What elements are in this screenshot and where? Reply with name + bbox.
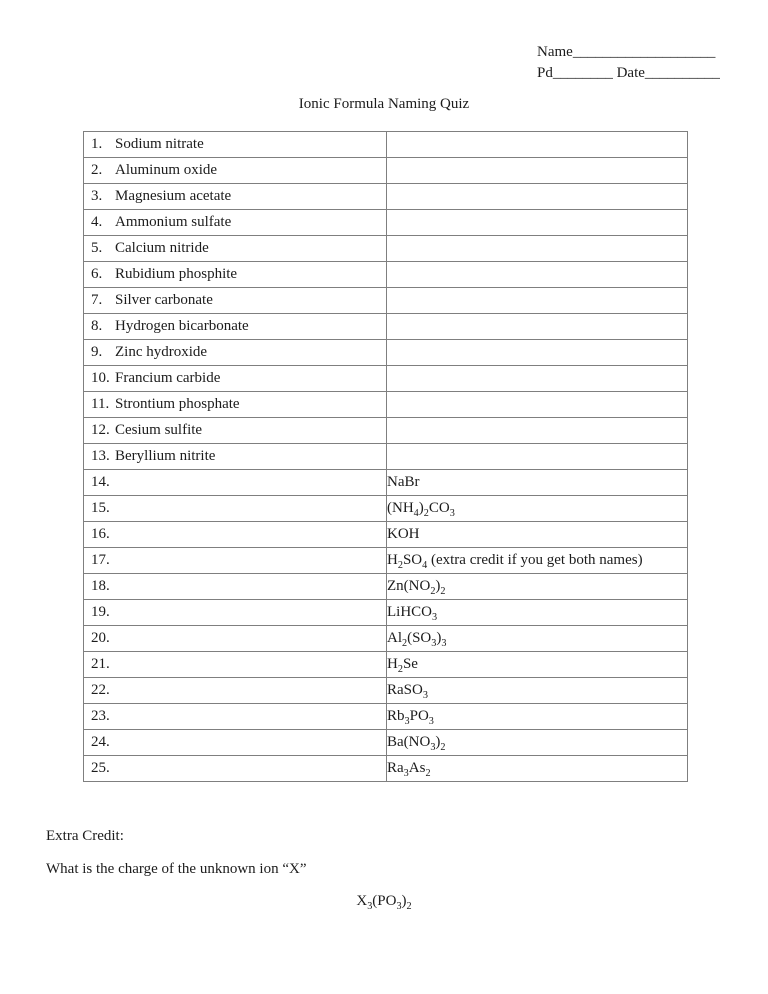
compound-name: Beryllium nitrite [115, 448, 216, 464]
formula-cell [387, 184, 688, 210]
formula-cell [387, 392, 688, 418]
compound-name-cell [84, 366, 387, 392]
table-row [84, 444, 688, 470]
question-number: 17. [91, 552, 110, 568]
compound-name: Francium carbide [115, 370, 221, 386]
compound-name-cell [84, 340, 387, 366]
name-blank: ___________________ [572, 44, 716, 60]
formula-cell [387, 314, 688, 340]
table-row [84, 652, 688, 678]
formula-cell [387, 236, 688, 262]
compound-name-cell [84, 704, 387, 730]
table-row [84, 210, 688, 236]
table-row [84, 730, 688, 756]
question-number: 20. [91, 630, 110, 646]
question-number: 3. [91, 188, 103, 204]
formula-cell [387, 340, 688, 366]
question-number: 21. [91, 656, 110, 672]
table-row [84, 574, 688, 600]
question-number: 1. [91, 136, 103, 152]
question-number: 6. [91, 266, 103, 282]
page-title: Ionic Formula Naming Quiz [298, 96, 470, 112]
compound-name: Aluminum oxide [115, 162, 218, 178]
question-number: 19. [91, 604, 110, 620]
quiz-table-body [84, 132, 688, 782]
compound-name-cell [84, 184, 387, 210]
compound-name-cell [84, 444, 387, 470]
compound-name-cell [84, 574, 387, 600]
compound-name-cell [84, 626, 387, 652]
compound-name: Strontium phosphate [115, 396, 240, 412]
question-number: 5. [91, 240, 103, 256]
question-number: 24. [91, 734, 110, 750]
formula-cell [387, 210, 688, 236]
formula-cell [387, 158, 688, 184]
table-row [84, 314, 688, 340]
name-label: Name [537, 44, 573, 60]
table-row [84, 678, 688, 704]
formula-cell [387, 444, 688, 470]
formula-cell: RaSO$_3$ [387, 678, 688, 704]
compound-name: Magnesium acetate [115, 188, 232, 204]
formula-cell: $Zn(NO_2)_2$ [387, 574, 688, 600]
compound-name: Cesium sulfite [115, 422, 203, 438]
compound-name: Zinc hydroxide [115, 344, 208, 360]
compound-name-cell [84, 548, 387, 574]
compound-name-cell [84, 652, 387, 678]
question-number: 2. [91, 162, 103, 178]
formula-cell: $H_2SO_4$ (extra credit if you get both names) [387, 548, 688, 574]
table-row [84, 756, 688, 782]
formula-cell [387, 288, 688, 314]
question-number: 4. [91, 214, 103, 230]
formula-cell: $(NH_4)_2CO_3$ [387, 496, 688, 522]
formula-cell: NaBr [387, 470, 688, 496]
compound-name: Rubidium phosphite [115, 266, 238, 282]
student-header-block [537, 42, 720, 84]
table-row [84, 470, 688, 496]
question-number: 18. [91, 578, 110, 594]
formula-cell: $Ba(NO_3)_2$ [387, 730, 688, 756]
formula-cell: $Rb_3PO_3$ [387, 704, 688, 730]
formula-cell: LiHCO$_3$ [387, 600, 688, 626]
question-number: 10. [91, 370, 110, 386]
table-row [84, 340, 688, 366]
compound-name: Silver carbonate [115, 292, 213, 308]
table-row [84, 236, 688, 262]
compound-name-cell [84, 210, 387, 236]
table-row [84, 548, 688, 574]
table-row [84, 366, 688, 392]
question-number: 22. [91, 682, 110, 698]
table-row [84, 522, 688, 548]
table-row [84, 262, 688, 288]
table-row [84, 496, 688, 522]
formula-cell: KOH [387, 522, 688, 548]
question-number: 11. [91, 396, 110, 412]
pd-date-line [537, 63, 720, 84]
quiz-table [83, 131, 688, 782]
compound-name-cell [84, 600, 387, 626]
compound-name-cell [84, 392, 387, 418]
compound-name-cell [84, 522, 387, 548]
table-row [84, 704, 688, 730]
compound-name-cell [84, 132, 387, 158]
formula-cell: $H_2Se$ [387, 652, 688, 678]
formula-cell [387, 132, 688, 158]
compound-name-cell [84, 470, 387, 496]
question-number: 16. [91, 526, 110, 542]
question-number: 9. [91, 344, 103, 360]
pd-label: Pd [537, 65, 553, 81]
compound-name: Ammonium sulfate [115, 214, 232, 230]
table-row [84, 600, 688, 626]
question-number: 23. [91, 708, 110, 724]
question-number: 7. [91, 292, 103, 308]
compound-name: Hydrogen bicarbonate [115, 318, 249, 334]
question-number: 12. [91, 422, 110, 438]
compound-name: Sodium nitrate [115, 136, 204, 152]
extra-credit-question: What is the charge of the unknown ion “X” [46, 861, 307, 877]
date-label: Date [616, 65, 645, 81]
extra-credit-heading: Extra Credit: [46, 828, 124, 844]
formula-cell [387, 366, 688, 392]
compound-name-cell [84, 418, 387, 444]
table-row [84, 288, 688, 314]
compound-name-cell [84, 314, 387, 340]
question-number: 15. [91, 500, 110, 516]
compound-name-cell [84, 756, 387, 782]
compound-name-cell [84, 730, 387, 756]
table-row [84, 392, 688, 418]
date-blank: __________ [644, 65, 720, 81]
compound-name-cell [84, 262, 387, 288]
question-number: 8. [91, 318, 103, 334]
name-line [537, 42, 720, 63]
compound-name-cell [84, 496, 387, 522]
compound-name-cell [84, 288, 387, 314]
compound-name-cell [84, 236, 387, 262]
question-number: 25. [91, 760, 110, 776]
compound-name-cell [84, 158, 387, 184]
compound-name-cell [84, 678, 387, 704]
formula-cell [387, 262, 688, 288]
table-row [84, 184, 688, 210]
compound-name: Calcium nitride [115, 240, 209, 256]
table-row [84, 418, 688, 444]
question-number: 13. [91, 448, 110, 464]
formula-cell: $Al_2(SO_3)_3$ [387, 626, 688, 652]
formula-cell [387, 418, 688, 444]
pd-blank: ________ [552, 65, 613, 81]
extra-credit-formula: $X_3(PO_3)_2$ [356, 893, 412, 912]
question-number: 14. [91, 474, 110, 490]
table-row [84, 626, 688, 652]
table-row [84, 132, 688, 158]
table-row [84, 158, 688, 184]
formula-cell: $Ra_3As_2$ [387, 756, 688, 782]
